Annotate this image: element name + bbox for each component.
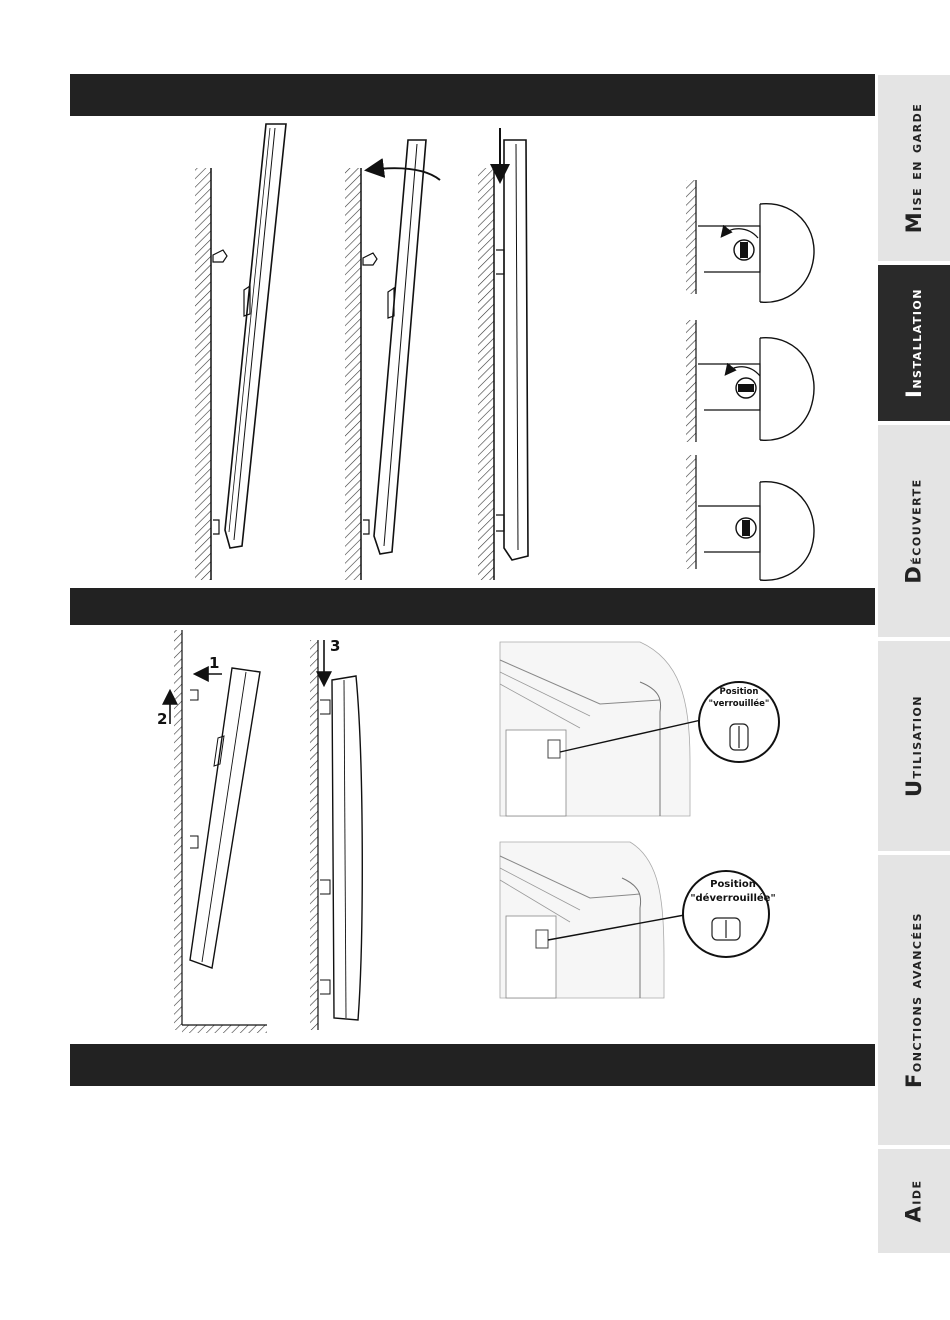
tab-label: Aide — [901, 1179, 926, 1223]
figure-hang-panel-2 — [345, 140, 440, 580]
figure-unlocked-position — [500, 842, 776, 998]
tab-label: Utilisation — [902, 695, 926, 797]
locked-line-1: Position — [719, 687, 759, 697]
locked-line-2: "verrouillée" — [708, 699, 770, 709]
step-3-label: 3 — [330, 637, 341, 655]
figure-hang-panel-3 — [478, 128, 528, 580]
tab-label: Installation — [902, 288, 927, 398]
step-2-label: 2 — [157, 710, 168, 728]
figure-slide-panel — [310, 637, 362, 1030]
figure-lock-details — [686, 180, 814, 580]
step-1-label: 1 — [209, 654, 220, 672]
tab-label: Mise en garde — [902, 102, 926, 234]
figure-remove-panel — [157, 630, 267, 1033]
unlocked-line-1: Position — [710, 879, 756, 890]
tab-label: Découverte — [902, 478, 926, 584]
figure-hang-panel-1 — [195, 124, 286, 580]
figure-locked-position — [500, 642, 779, 816]
tab-label: Fonctions avancées — [902, 912, 927, 1088]
unlocked-line-2: "déverrouillée" — [690, 893, 776, 904]
